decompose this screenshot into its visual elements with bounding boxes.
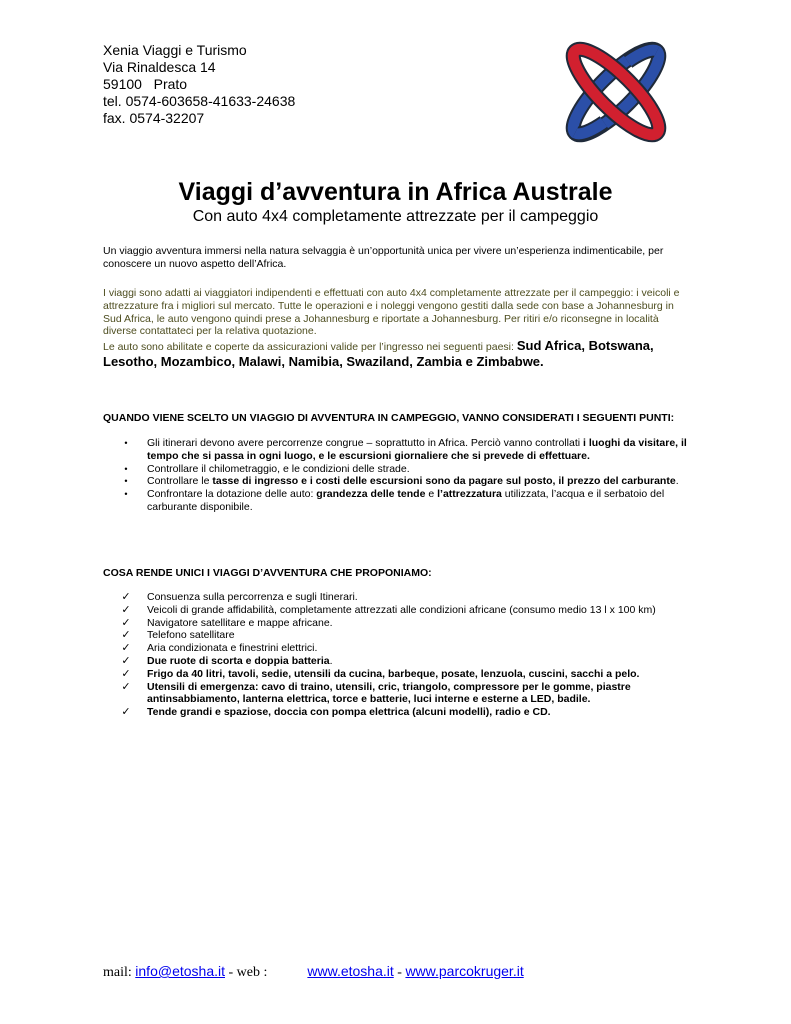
item-text-end: . [675,475,679,488]
checkmark-icon: ✓ [121,680,131,693]
mail-label: mail: [103,965,136,980]
email-link[interactable]: info@etosha.it [135,963,225,979]
bullet-icon: • [124,463,128,474]
bullet-icon: • [124,476,128,487]
footer-contacts [103,962,524,982]
street-address: Via Rinaldesca 14 [103,59,216,75]
checkmark-icon: ✓ [121,603,131,616]
insurance-lead: Le auto sono abilitate e coperte da assicurazioni valide per l’ingresso nei seguenti paesi: [103,341,517,353]
item-bold-text: i luoghi da visitare, il tempo che si passa in ogni luogo, e le escursioni giornaliere che si prevede di effettuare. [147,437,687,462]
page-title: Viaggi d’avventura in Africa Australe [178,178,613,206]
features-heading: COSA RENDE UNICI I VIAGGI D’AVVENTURA CHE PROPONIAMO: [103,567,432,579]
item-text: Controllare il chilometraggio, e le condizioni delle strade. [147,462,410,475]
item-text: Confrontare la dotazione delle auto: [147,488,317,501]
item-text: Aria condizionata e finestrini elettrici. [147,642,318,655]
list-item [103,706,693,719]
considerations-heading: QUANDO VIENE SCELTO UN VIAGGIO DI AVVENTURA IN CAMPEGGIO, VANNO CONSIDERATI I SEGUENTI PUNTI: [103,412,675,424]
insurance-paragraph [103,338,693,370]
item-bold-text-2: l’attrezzatura [437,488,502,501]
web-label: - web : [225,965,268,980]
item-bold-text: Tende grandi e spaziose, doccia con pompa elettrica (alcuni modelli), radio e CD. [147,706,551,719]
checkmark-icon: ✓ [121,591,131,603]
link-separator: - [393,965,406,980]
website-link-etosha[interactable]: www.etosha.it [307,963,394,979]
company-address [103,42,295,127]
checkmark-icon: ✓ [121,616,131,629]
list-item [103,604,693,617]
checkmark-icon: ✓ [121,654,131,667]
considerations-list [103,437,693,514]
list-item [103,668,693,681]
item-bold-text: grandezza delle tende [316,488,426,501]
item-text: Navigatore satellitare e mappe africane. [147,616,333,629]
bullet-icon: • [124,489,128,500]
item-text: Gli itinerari devono avere percorrenze congrue – soprattutto in Africa. Perciò vanno controllati [147,437,583,449]
website-link-parcokruger[interactable]: www.parcokruger.it [405,963,524,979]
item-bold-text: Utensili di emergenza: cavo di traino, utensili, cric, triangolo, compressore per le gomme, piastre antinsabbiamento, lanterna elettrica, torce e batterie, luci interne e esterne a LED, badile. [147,680,631,706]
features-list [103,591,693,719]
company-logo [558,38,674,146]
list-item [103,475,693,488]
item-text: Veicoli di grande affidabilità, completamente attrezzati alle condizioni africane (consumo medio 13 l x 100 km) [147,603,656,616]
list-item [103,617,693,630]
list-item [103,681,693,707]
item-text-end: utilizzata, l’acqua e il serbatoio del carburante disponibile. [147,488,665,513]
list-item [103,655,693,668]
list-item [103,591,693,604]
countries-list: Sud Africa, Botswana, Lesotho, Mozambico, Malawi, Namibia, Swaziland, Zambia e Zimbabwe. [103,338,654,369]
item-bold-text: Due ruote di scorta e doppia batteria [147,654,330,667]
item-text-mid: e [425,488,438,501]
item-text: Telefono satellitare [147,629,235,642]
list-item [103,463,693,476]
list-item [103,629,693,642]
checkmark-icon: ✓ [121,667,131,680]
bullet-icon: • [124,438,128,448]
item-text: Consuenza sulla percorrenza e sugli Itinerari. [147,591,358,603]
checkmark-icon: ✓ [121,706,131,719]
item-bold-text: Frigo da 40 litri, tavoli, sedie, utensili da cucina, barbeque, posate, lenzuola, cuscini, sacchi a pelo. [147,667,640,680]
list-item [103,642,693,655]
item-text: Controllare le [147,475,213,488]
phone-number: tel. 0574-603658-41633-24638 [103,93,296,109]
item-text-end: . [329,654,333,667]
page-subtitle: Con auto 4x4 completamente attrezzate per il campeggio [192,208,599,225]
company-name: Xenia Viaggi e Turismo [103,42,247,58]
city-address: 59100 Prato [103,76,188,92]
intro-paragraph: Un viaggio avventura immersi nella natura selvaggia è un’opportunità unica per vivere un’esperienza indimenticabile, per conoscere un nuovo aspetto dell’Africa. [103,245,664,270]
list-item [103,488,693,514]
checkmark-icon: ✓ [121,629,131,642]
item-bold-text: tasse di ingresso e i costi delle escursioni sono da pagare sul posto, il prezzo del carburante [212,475,676,488]
info-paragraph: I viaggi sono adatti ai viaggiatori indipendenti e effettuati con auto 4x4 completamente attrezzate per il campeggio: i veicoli e attrezzature fra i migliori sul mercato. Tutte le operazioni e i noleggi vengono gestiti dalla sede con base a Johannesburg in Sud Africa, le auto vengono quindi prese a Johannesburg e riportate a Johannesburg. Per ritiri e/o riconsegne in località diverse contattateci per la relativa quotazione. [103,287,680,338]
list-item [103,437,693,463]
checkmark-icon: ✓ [121,642,131,655]
fax-number: fax. 0574-32207 [103,110,205,126]
